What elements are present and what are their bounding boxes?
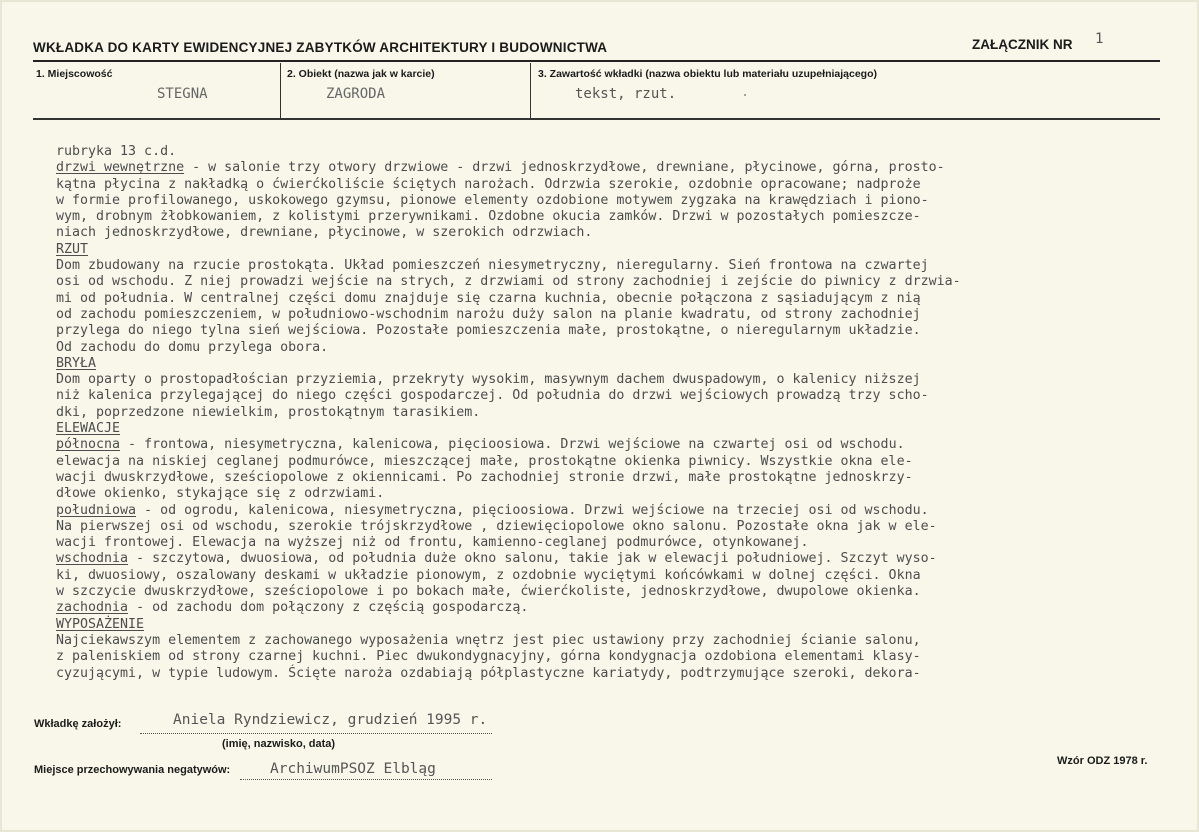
body-text-segment: od zachodu pomieszczeniem, w południowo-wschodnim narożu duży salon na planie kwadratu, od strony zachodniej: [56, 306, 921, 322]
body-line: [56, 405, 1181, 421]
body-line: [56, 323, 1181, 339]
body-text-segment: mi od południa. W centralnej części domu znajduje się czarna kuchnia, obecnie połączona z sąsiadującym z nią: [56, 290, 921, 306]
body-text-segment: przylega do niego tylna sień wejściowa. Pozostałe pomieszczenia małe, prostokątne, o nieregularnym układzie.: [56, 323, 921, 339]
body-text-segment: - frontowa, niesymetryczna, kalenicowa, pięcioosiowa. Drzwi wejściowe na czwartej osi od wschodu.: [120, 437, 905, 453]
body-line: [56, 177, 1181, 193]
content-value: tekst, rzut.: [575, 86, 677, 102]
body-text-segment: Na pierwszej osi od wschodu, szerokie trójskrzydłowe , dziewięciopolowe okno salonu. Pozostałe okna jak w ele-: [56, 518, 937, 534]
body-text-segment: osi od wschodu. Z niej prowadzi wejście na strych, z drzwiami od strony zachodniej i zejście do piwnicy z drzwia-: [56, 274, 961, 290]
storage-value: ArchiwumPSOZ Elbląg: [270, 761, 436, 777]
body-line: [56, 584, 1181, 600]
body-text-segment: elewacja na niskiej ceglanej podmurówce, mieszczącej małe, prostokątne okienka piwnicy. Wszystkie okna ele-: [56, 453, 913, 469]
body-line: [56, 633, 1181, 649]
body-text-segment: w formie profilowanego, uskokowego gzymsu, pionowe elementy ozdobione motywem zygzaka na krawędziach i piono-: [56, 192, 929, 208]
typewritten-body: [56, 144, 1181, 682]
body-line: [56, 551, 1181, 567]
body-line: [56, 340, 1181, 356]
annex-label: ZAŁĄCZNIK NR: [972, 37, 1073, 52]
body-text-segment: wacji frontowej. Elewacja na wyższej niż od frontu, kamienno-ceglanej podmurówce, otynkowanej.: [56, 535, 809, 551]
body-text-segment: Od zachodu do domu przylega obora.: [56, 339, 329, 355]
header-divider: [33, 60, 1160, 62]
body-text-segment: Dom oparty o prostopadłościan przyziemia, przekryty wysokim, masywnym dachem dwuspadowym, o kalenicy niższej: [56, 372, 921, 388]
author-label: Wkładkę założył:: [34, 718, 122, 730]
section-heading: wschodnia: [56, 551, 129, 567]
body-line: [56, 144, 1181, 160]
body-text-segment: kątna płycina z nakładką o ćwierćkoliście ściętych narożach. Odrzwia szerokie, ozdobnie opracowane; nadproże: [56, 176, 921, 192]
section-heading: BRYŁA: [56, 355, 97, 371]
body-line: [56, 649, 1181, 665]
section-heading: ELEWACJE: [56, 421, 121, 437]
body-line: [56, 160, 1181, 176]
section-heading: południowa: [56, 502, 137, 518]
body-text-segment: wacji dwuskrzydłowe, sześciopolowe z okiennicami. Po zachodniej stronie drzwi, małe prostokątne jednoskrzy-: [56, 469, 913, 485]
body-text-segment: - od ogrodu, kalenicowa, niesymetryczna, pięcioosiowa. Drzwi wejściowe na trzeciej osi od wschodu.: [136, 502, 929, 518]
body-text-segment: dki, poprzedzone niewielkim, prostokątnym tarasikiem.: [56, 404, 481, 420]
object-label: 2. Obiekt (nazwa jak w karcie): [287, 68, 435, 80]
body-text-segment: - szczytowa, dwuosiowa, od południa duże okno salonu, takie jak w elewacji południowej. Szczyt wyso-: [128, 551, 937, 567]
field-divider: [530, 63, 531, 118]
content-label: 3. Zawartość wkładki (nazwa obiektu lub materiału uzupełniającego): [538, 68, 877, 80]
body-line: [56, 388, 1181, 404]
form-model: Wzór ODZ 1978 r.: [1057, 755, 1148, 767]
section-heading: drzwi wewnętrzne: [56, 160, 185, 176]
annex-number: 1: [1095, 31, 1104, 47]
body-line: [56, 454, 1181, 470]
body-line: [56, 307, 1181, 323]
body-text-segment: Najciekawszym elementem z zachowanego wyposażenia wnętrz jest piec ustawiony przy zachodniej ścianie salonu,: [56, 632, 921, 648]
body-text-segment: z paleniskiem od strony czarnej kuchni. Piec dwukondygnacyjny, górna kondygnacja ozdobiona elementami klasy-: [56, 649, 921, 665]
storage-dotted-line: [240, 779, 492, 780]
body-line: [56, 242, 1181, 258]
document-title: WKŁADKA DO KARTY EWIDENCYJNEJ ZABYTKÓW ARCHITEKTURY I BUDOWNICTWA: [33, 40, 608, 55]
object-value: ZAGRODA: [326, 86, 386, 102]
body-line: [56, 535, 1181, 551]
section-heading: RZUT: [56, 241, 89, 257]
body-text-segment: dłowe okienko, stykające się z odrzwiami.: [56, 486, 385, 502]
body-line: [56, 421, 1181, 437]
body-line: [56, 193, 1181, 209]
body-text-segment: - od zachodu dom połączony z częścią gospodarczą.: [128, 600, 529, 616]
body-line: [56, 372, 1181, 388]
body-text-segment: niż kalenica przylegającej do niego części gospodarczej. Od południa do drzwi wejściowych prowadzą trzy scho-: [56, 388, 929, 404]
body-text-segment: ki, dwuosiowy, oszalowany deskami w układzie pionowym, z ozdobnie wyciętymi końcówkami w dolnej części. Okna: [56, 567, 921, 583]
body-line: [56, 209, 1181, 225]
body-text-segment: cyzującymi, w typie ludowym. Ścięte naroża ozdabiają półplastyczne kariatydy, podtrzymujące szeroki, dekora-: [56, 665, 921, 681]
section-heading: północna: [56, 437, 121, 453]
body-line: [56, 356, 1181, 372]
section-heading: zachodnia: [56, 600, 129, 616]
section-heading: WYPOSAŻENIE: [56, 616, 145, 632]
body-line: [56, 225, 1181, 241]
field-divider: [280, 63, 281, 118]
body-line: [56, 486, 1181, 502]
body-line: [56, 568, 1181, 584]
place-label: 1. Miejscowość: [36, 68, 113, 80]
body-text-segment: Dom zbudowany na rzucie prostokąta. Układ pomieszczeń niesymetryczny, nieregularny. Sień frontowa na czwartej: [56, 258, 929, 274]
author-value: Aniela Ryndziewicz, grudzień 1995 r.: [173, 712, 488, 728]
body-text-segment: rubryka 13 c.d.: [56, 144, 177, 159]
body-line: [56, 666, 1181, 682]
body-text-segment: w szczycie dwuskrzydłowe, sześciopolowe i po bokach małe, ćwierćkoliste, jednoskrzydłowe, dwupolowe okienka.: [56, 584, 921, 600]
body-line: [56, 600, 1181, 616]
body-line: [56, 503, 1181, 519]
author-dotted-line: [140, 733, 492, 734]
ink-speck: [744, 94, 746, 96]
body-text-segment: - w salonie trzy otwory drzwiowe - drzwi jednoskrzydłowe, drewniane, płycinowe, górna, prosto-: [184, 160, 945, 176]
author-caption: (imię, nazwisko, data): [222, 738, 336, 750]
body-text-segment: wym, drobnym żłobkowaniem, z kolistymi przerywnikami. Ozdobne okucia zamków. Drzwi w pozostałych pomieszcze-: [56, 209, 921, 225]
place-value: STEGNA: [157, 86, 208, 102]
body-line: [56, 519, 1181, 535]
body-text-segment: niach jednoskrzydłowe, drewniane, płycinowe, w szerokich odrzwiach.: [56, 225, 593, 241]
body-line: [56, 617, 1181, 633]
body-line: [56, 291, 1181, 307]
body-line: [56, 437, 1181, 453]
fields-divider: [33, 118, 1160, 120]
body-line: [56, 274, 1181, 290]
body-line: [56, 470, 1181, 486]
storage-label: Miejsce przechowywania negatywów:: [34, 764, 231, 776]
body-line: [56, 258, 1181, 274]
